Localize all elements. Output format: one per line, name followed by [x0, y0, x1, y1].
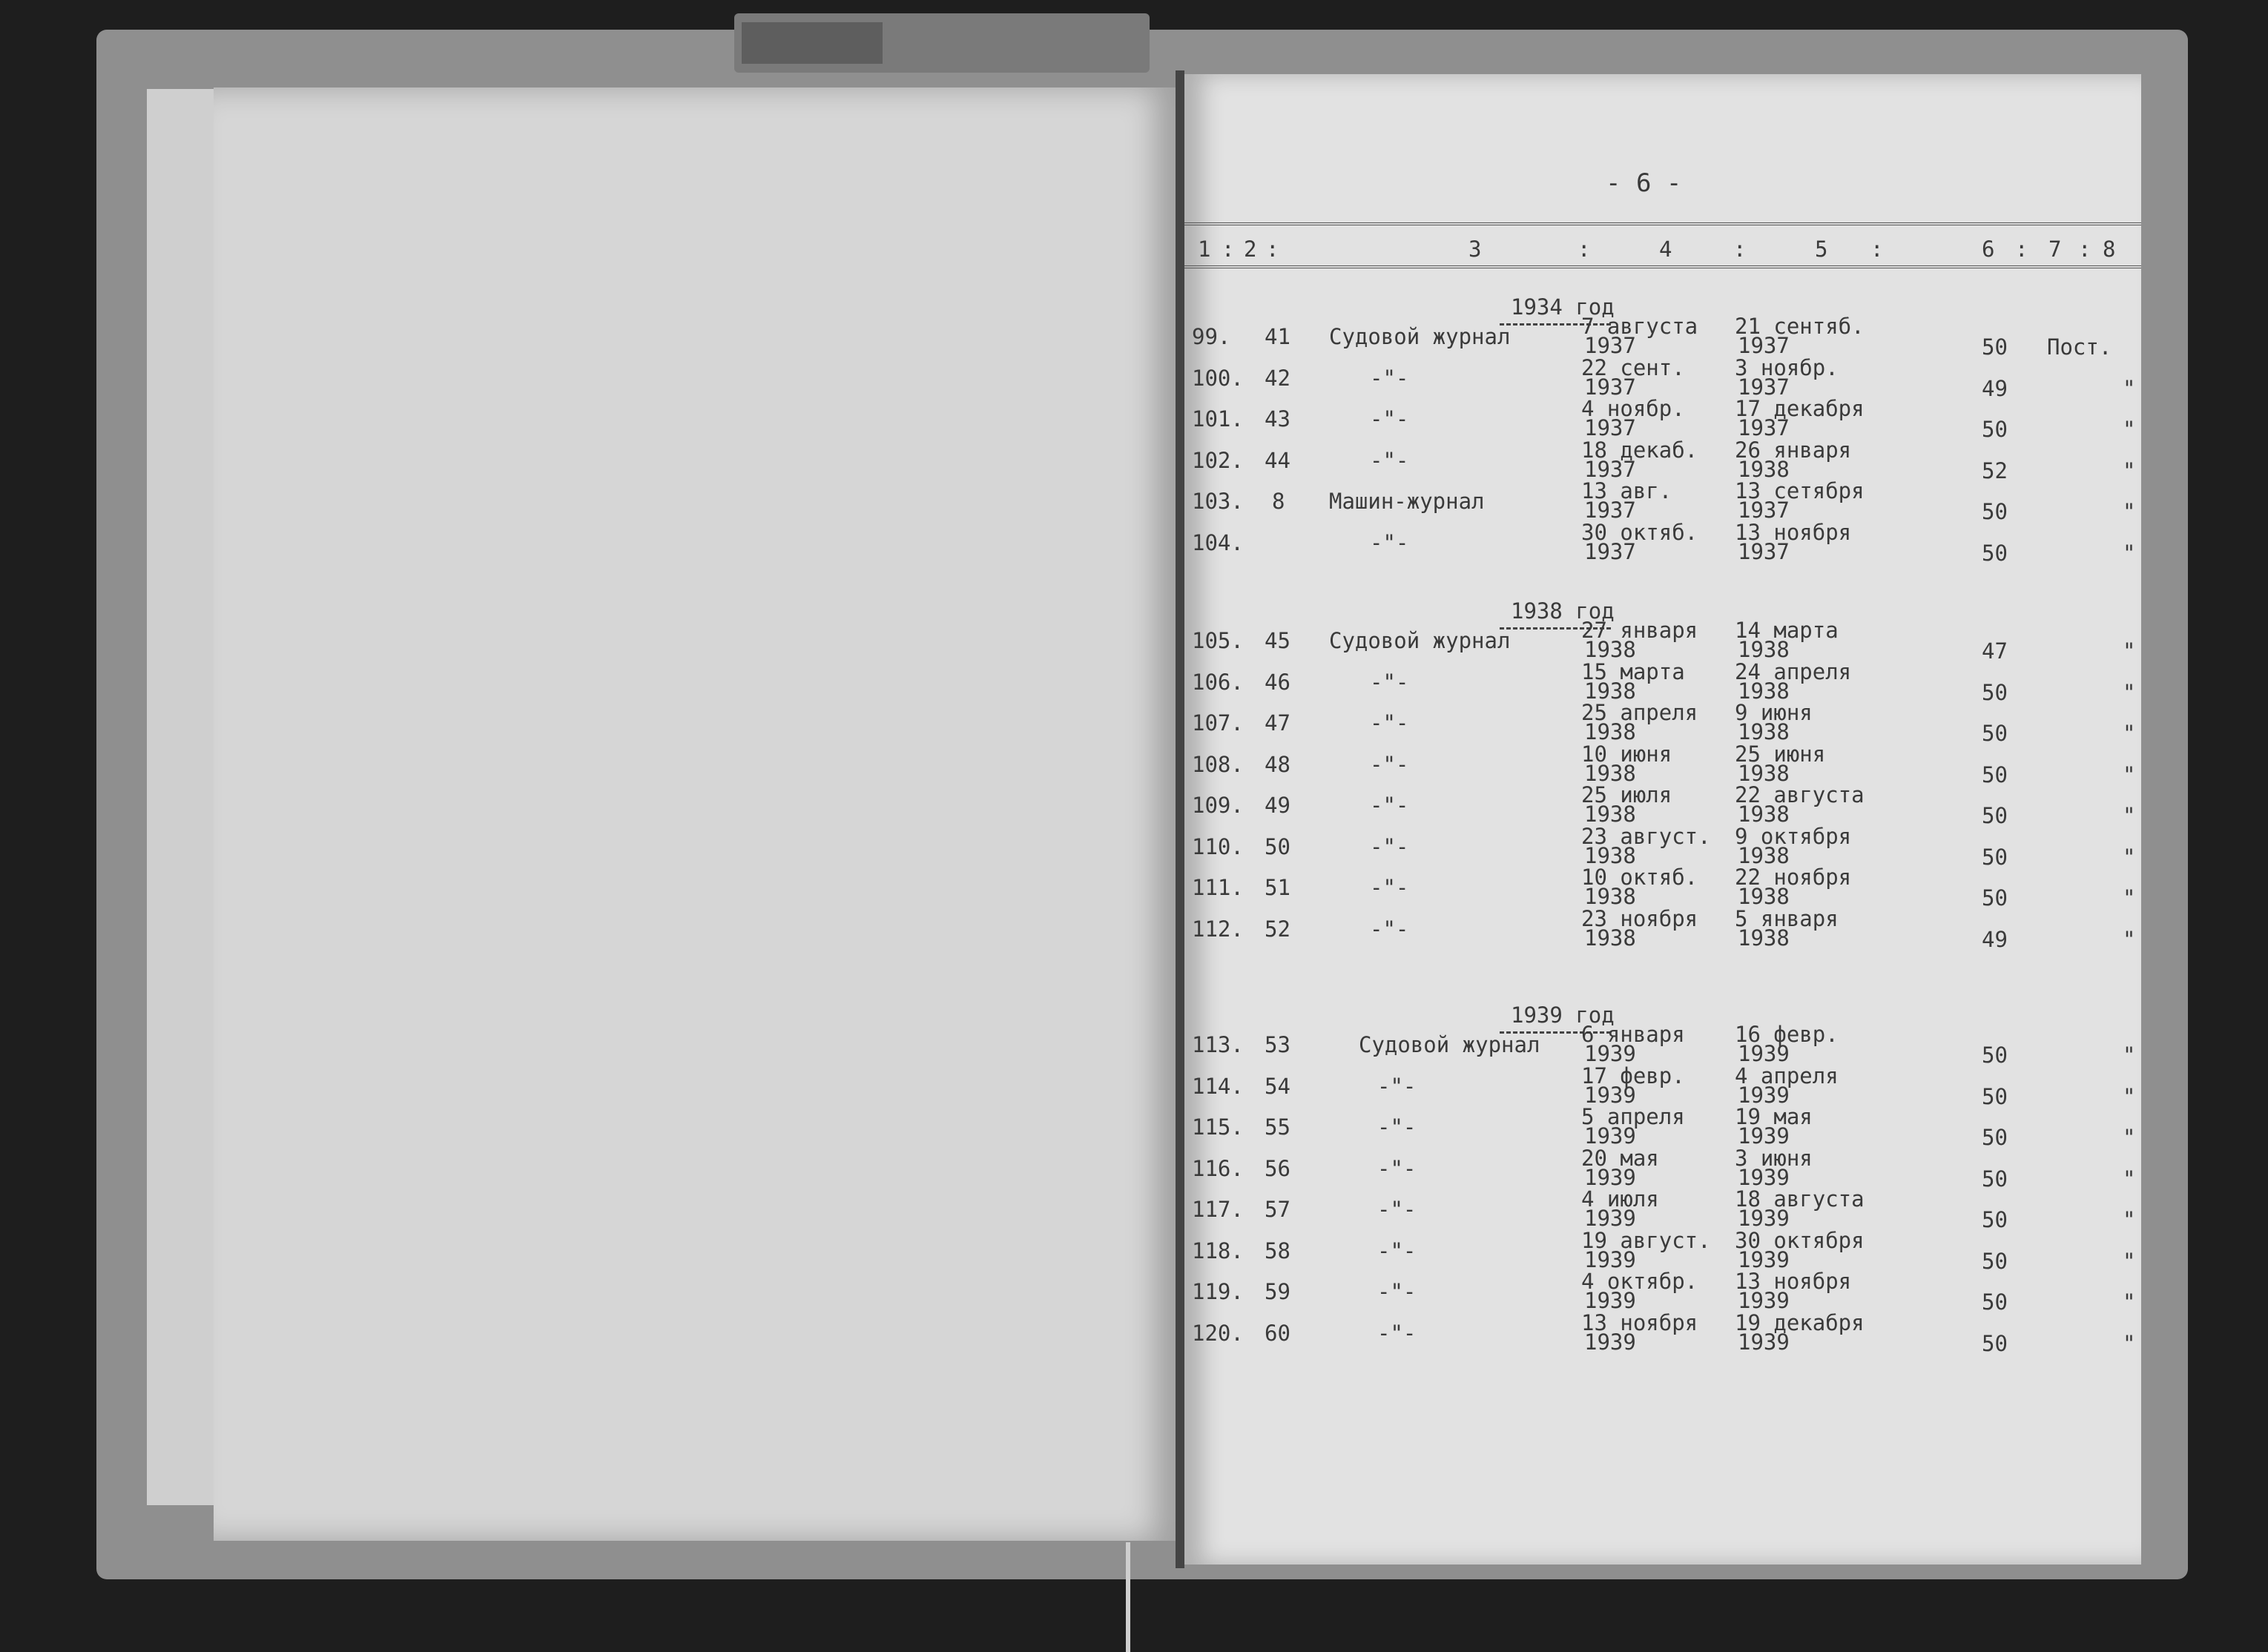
- storage-term: ": [2123, 375, 2136, 401]
- end-date: 25 июня: [1735, 741, 1826, 767]
- start-year: 1938: [1584, 719, 1636, 744]
- end-year: 1938: [1738, 760, 1790, 786]
- start-date: 13 авг.: [1581, 478, 1672, 503]
- old-number: 48: [1265, 751, 1290, 777]
- old-number: 50: [1265, 833, 1290, 859]
- case-number: 116.: [1192, 1155, 1244, 1181]
- bookmark-string: [1126, 1542, 1130, 1652]
- column-separator: :: [1578, 237, 1591, 262]
- end-year: 1938: [1738, 637, 1790, 662]
- year-heading: 1934 год: [1511, 294, 1615, 320]
- end-year: 1939: [1738, 1041, 1790, 1066]
- sheet-count: 50: [1982, 1083, 2008, 1109]
- spine-tab: [734, 13, 1150, 73]
- start-year: 1939: [1584, 1164, 1636, 1190]
- case-title: -"-: [1370, 406, 1409, 432]
- start-year: 1938: [1584, 760, 1636, 786]
- old-number: 42: [1265, 365, 1290, 391]
- storage-term: ": [2123, 844, 2136, 870]
- sheet-count: 50: [1982, 679, 2008, 705]
- end-year: 1939: [1738, 1329, 1790, 1355]
- start-year: 1939: [1584, 1123, 1636, 1149]
- case-title: -"-: [1370, 447, 1409, 473]
- left-page-blank: [214, 87, 1178, 1541]
- archive-label-tape: [742, 22, 883, 64]
- end-year: 1937: [1738, 498, 1790, 523]
- start-date: 7 августа: [1581, 314, 1698, 339]
- end-year: 1938: [1738, 802, 1790, 827]
- start-date: 25 апреля: [1581, 700, 1698, 725]
- end-date: 9 октября: [1735, 823, 1852, 849]
- end-year: 1939: [1738, 1206, 1790, 1231]
- case-number: 115.: [1192, 1114, 1244, 1140]
- case-number: 100.: [1192, 365, 1244, 391]
- start-year: 1937: [1584, 415, 1636, 440]
- case-title: -"-: [1370, 793, 1409, 818]
- sheet-count: 50: [1982, 1043, 2008, 1068]
- start-date: 13 ноября: [1581, 1309, 1698, 1335]
- start-date: 5 апреля: [1581, 1104, 1685, 1129]
- end-year: 1938: [1738, 842, 1790, 868]
- end-date: 18 августа: [1735, 1186, 1865, 1212]
- start-year: 1939: [1584, 1329, 1636, 1355]
- column-number: 8: [2103, 237, 2116, 262]
- old-number: 51: [1265, 875, 1290, 900]
- sheet-count: 50: [1982, 844, 2008, 870]
- storage-term: ": [2123, 1125, 2136, 1150]
- case-title: Судовой журнал: [1359, 1032, 1540, 1057]
- case-title: -"-: [1377, 1073, 1417, 1099]
- case-title: -"-: [1370, 365, 1409, 391]
- start-date: 10 июня: [1581, 741, 1672, 767]
- start-year: 1938: [1584, 802, 1636, 827]
- sheet-count: 50: [1982, 1125, 2008, 1150]
- year-heading: 1938 год: [1511, 598, 1615, 624]
- end-year: 1939: [1738, 1123, 1790, 1149]
- column-separator: :: [1266, 237, 1279, 262]
- old-number: 55: [1265, 1114, 1290, 1140]
- old-number: 46: [1265, 669, 1290, 695]
- start-date: 30 октяб.: [1581, 519, 1698, 545]
- start-date: 27 января: [1581, 618, 1698, 643]
- case-number: 120.: [1192, 1320, 1244, 1346]
- old-number: 54: [1265, 1073, 1290, 1099]
- start-date: 4 октябр.: [1581, 1269, 1698, 1294]
- sheet-count: 50: [1982, 540, 2008, 566]
- start-date: 23 август.: [1581, 823, 1711, 849]
- end-date: 21 сентяб.: [1735, 314, 1865, 339]
- case-title: -"-: [1370, 710, 1409, 736]
- start-date: 22 сент.: [1581, 354, 1685, 380]
- case-title: -"-: [1377, 1114, 1417, 1140]
- case-number: 111.: [1192, 875, 1244, 900]
- case-title: -"-: [1377, 1279, 1417, 1304]
- case-title: -"-: [1370, 833, 1409, 859]
- case-number: 104.: [1192, 529, 1244, 555]
- old-number: 43: [1265, 406, 1290, 432]
- end-date: 22 августа: [1735, 782, 1865, 807]
- start-date: 4 ноябр.: [1581, 396, 1685, 421]
- case-title: Судовой журнал: [1329, 628, 1511, 653]
- case-title: Машин-журнал: [1329, 489, 1485, 514]
- start-date: 10 октяб.: [1581, 865, 1698, 890]
- old-number: 57: [1265, 1197, 1290, 1222]
- end-year: 1938: [1738, 456, 1790, 482]
- sheet-count: 49: [1982, 926, 2008, 952]
- case-title: -"-: [1370, 916, 1409, 942]
- sheet-count: 50: [1982, 334, 2008, 360]
- column-number: 6: [1982, 237, 1995, 262]
- case-title: -"-: [1377, 1320, 1417, 1346]
- start-date: 19 август.: [1581, 1227, 1711, 1253]
- start-year: 1939: [1584, 1206, 1636, 1231]
- end-date: 13 ноября: [1735, 1269, 1852, 1294]
- end-date: 24 апреля: [1735, 658, 1852, 684]
- storage-term: ": [2123, 721, 2136, 746]
- right-page: [1184, 74, 2141, 1565]
- sheet-count: 49: [1982, 375, 2008, 401]
- old-number: 47: [1265, 710, 1290, 736]
- start-year: 1937: [1584, 538, 1636, 564]
- case-title: -"-: [1377, 1238, 1417, 1263]
- end-year: 1939: [1738, 1082, 1790, 1108]
- column-separator: :: [1733, 237, 1747, 262]
- end-date: 22 ноября: [1735, 865, 1852, 890]
- storage-term: ": [2123, 457, 2136, 483]
- case-number: 105.: [1192, 628, 1244, 653]
- old-number: 58: [1265, 1238, 1290, 1263]
- sheet-count: 50: [1982, 1166, 2008, 1192]
- storage-term: ": [2123, 638, 2136, 664]
- case-number: 113.: [1192, 1032, 1244, 1057]
- end-date: 3 июня: [1735, 1145, 1813, 1171]
- case-number: 118.: [1192, 1238, 1244, 1263]
- case-number: 117.: [1192, 1197, 1244, 1222]
- storage-term: ": [2123, 1043, 2136, 1068]
- old-number: 56: [1265, 1155, 1290, 1181]
- sheet-count: 50: [1982, 417, 2008, 442]
- start-date: 4 июля: [1581, 1186, 1659, 1212]
- sheet-count: 52: [1982, 457, 2008, 483]
- end-year: 1938: [1738, 925, 1790, 951]
- start-year: 1937: [1584, 374, 1636, 400]
- column-number: 1: [1198, 237, 1211, 262]
- case-number: 108.: [1192, 751, 1244, 777]
- old-number: 60: [1265, 1320, 1290, 1346]
- end-year: 1939: [1738, 1164, 1790, 1190]
- column-number: 7: [2048, 237, 2062, 262]
- start-year: 1937: [1584, 333, 1636, 358]
- old-number: 44: [1265, 447, 1290, 473]
- storage-term: ": [2123, 1289, 2136, 1315]
- case-number: 110.: [1192, 833, 1244, 859]
- sheet-count: 50: [1982, 1289, 2008, 1315]
- start-date: 18 декаб.: [1581, 437, 1698, 463]
- storage-term: ": [2123, 926, 2136, 952]
- start-date: 6 января: [1581, 1022, 1685, 1047]
- sheet-count: 50: [1982, 761, 2008, 787]
- sheet-count: 50: [1982, 1207, 2008, 1232]
- end-date: 9 июня: [1735, 700, 1813, 725]
- register-table: [1184, 74, 2141, 1557]
- old-number: 59: [1265, 1279, 1290, 1304]
- case-title: Судовой журнал: [1329, 324, 1511, 349]
- column-number: 5: [1815, 237, 1828, 262]
- end-date: 13 сетября: [1735, 478, 1865, 503]
- case-title: -"-: [1377, 1155, 1417, 1181]
- end-date: 19 мая: [1735, 1104, 1813, 1129]
- case-number: 101.: [1192, 406, 1244, 432]
- end-date: 5 января: [1735, 905, 1839, 931]
- old-number: 49: [1265, 793, 1290, 818]
- end-year: 1937: [1738, 333, 1790, 358]
- end-date: 30 октября: [1735, 1227, 1865, 1253]
- case-title: -"-: [1377, 1197, 1417, 1222]
- end-date: 16 февр.: [1735, 1022, 1839, 1047]
- sheet-count: 50: [1982, 885, 2008, 911]
- storage-term: ": [2123, 540, 2136, 566]
- start-year: 1939: [1584, 1082, 1636, 1108]
- old-number: 45: [1265, 628, 1290, 653]
- end-date: 17 декабря: [1735, 396, 1865, 421]
- end-year: 1937: [1738, 415, 1790, 440]
- case-number: 102.: [1192, 447, 1244, 473]
- storage-term: Пост.: [2047, 334, 2112, 360]
- case-number: 103.: [1192, 489, 1244, 514]
- sheet-count: 50: [1982, 1330, 2008, 1356]
- end-year: 1938: [1738, 884, 1790, 909]
- case-number: 106.: [1192, 669, 1244, 695]
- storage-term: ": [2123, 1248, 2136, 1274]
- start-year: 1938: [1584, 842, 1636, 868]
- case-title: -"-: [1370, 669, 1409, 695]
- column-separator: :: [1222, 237, 1235, 262]
- column-number: 2: [1244, 237, 1257, 262]
- storage-term: ": [2123, 679, 2136, 705]
- year-heading: 1939 год: [1511, 1002, 1615, 1028]
- case-number: 99.: [1192, 324, 1231, 349]
- end-year: 1938: [1738, 719, 1790, 744]
- case-title: -"-: [1370, 875, 1409, 900]
- end-year: 1937: [1738, 374, 1790, 400]
- end-year: 1939: [1738, 1246, 1790, 1272]
- old-number: 53: [1265, 1032, 1290, 1057]
- column-number: 3: [1468, 237, 1482, 262]
- end-year: 1939: [1738, 1288, 1790, 1313]
- storage-term: ": [2123, 417, 2136, 442]
- page-number: - 6 -: [1606, 168, 1682, 198]
- end-date: 26 января: [1735, 437, 1852, 463]
- storage-term: ": [2123, 499, 2136, 524]
- book-gutter: [1176, 70, 1184, 1568]
- start-date: 23 ноября: [1581, 905, 1698, 931]
- start-year: 1938: [1584, 925, 1636, 951]
- end-year: 1937: [1738, 538, 1790, 564]
- start-date: 20 мая: [1581, 1145, 1659, 1171]
- column-separator: :: [2078, 237, 2091, 262]
- end-date: 4 апреля: [1735, 1063, 1839, 1088]
- sheet-count: 50: [1982, 499, 2008, 524]
- end-date: 14 марта: [1735, 618, 1839, 643]
- storage-term: ": [2123, 761, 2136, 787]
- start-year: 1938: [1584, 884, 1636, 909]
- sheet-count: 47: [1982, 638, 2008, 664]
- start-year: 1938: [1584, 678, 1636, 704]
- case-number: 112.: [1192, 916, 1244, 942]
- storage-term: ": [2123, 803, 2136, 828]
- sheet-count: 50: [1982, 803, 2008, 828]
- sheet-count: 50: [1982, 1248, 2008, 1274]
- column-separator: :: [1870, 237, 1884, 262]
- storage-term: ": [2123, 885, 2136, 911]
- case-number: 114.: [1192, 1073, 1244, 1099]
- old-number: 8: [1272, 489, 1285, 514]
- case-number: 109.: [1192, 793, 1244, 818]
- start-date: 17 февр.: [1581, 1063, 1685, 1088]
- start-date: 15 марта: [1581, 658, 1685, 684]
- column-separator: :: [2015, 237, 2028, 262]
- end-date: 3 ноябр.: [1735, 354, 1839, 380]
- end-date: 19 декабря: [1735, 1309, 1865, 1335]
- start-year: 1939: [1584, 1041, 1636, 1066]
- start-year: 1937: [1584, 498, 1636, 523]
- case-number: 119.: [1192, 1279, 1244, 1304]
- column-number: 4: [1659, 237, 1672, 262]
- old-number: 41: [1265, 324, 1290, 349]
- storage-term: ": [2123, 1083, 2136, 1109]
- case-number: 107.: [1192, 710, 1244, 736]
- start-year: 1938: [1584, 637, 1636, 662]
- storage-term: ": [2123, 1207, 2136, 1232]
- start-date: 25 июля: [1581, 782, 1672, 807]
- old-number: 52: [1265, 916, 1290, 942]
- start-year: 1939: [1584, 1246, 1636, 1272]
- start-year: 1939: [1584, 1288, 1636, 1313]
- sheet-count: 50: [1982, 721, 2008, 746]
- case-title: -"-: [1370, 529, 1409, 555]
- case-title: -"-: [1370, 751, 1409, 777]
- end-year: 1938: [1738, 678, 1790, 704]
- end-date: 13 ноября: [1735, 519, 1852, 545]
- storage-term: ": [2123, 1166, 2136, 1192]
- storage-term: ": [2123, 1330, 2136, 1356]
- start-year: 1937: [1584, 456, 1636, 482]
